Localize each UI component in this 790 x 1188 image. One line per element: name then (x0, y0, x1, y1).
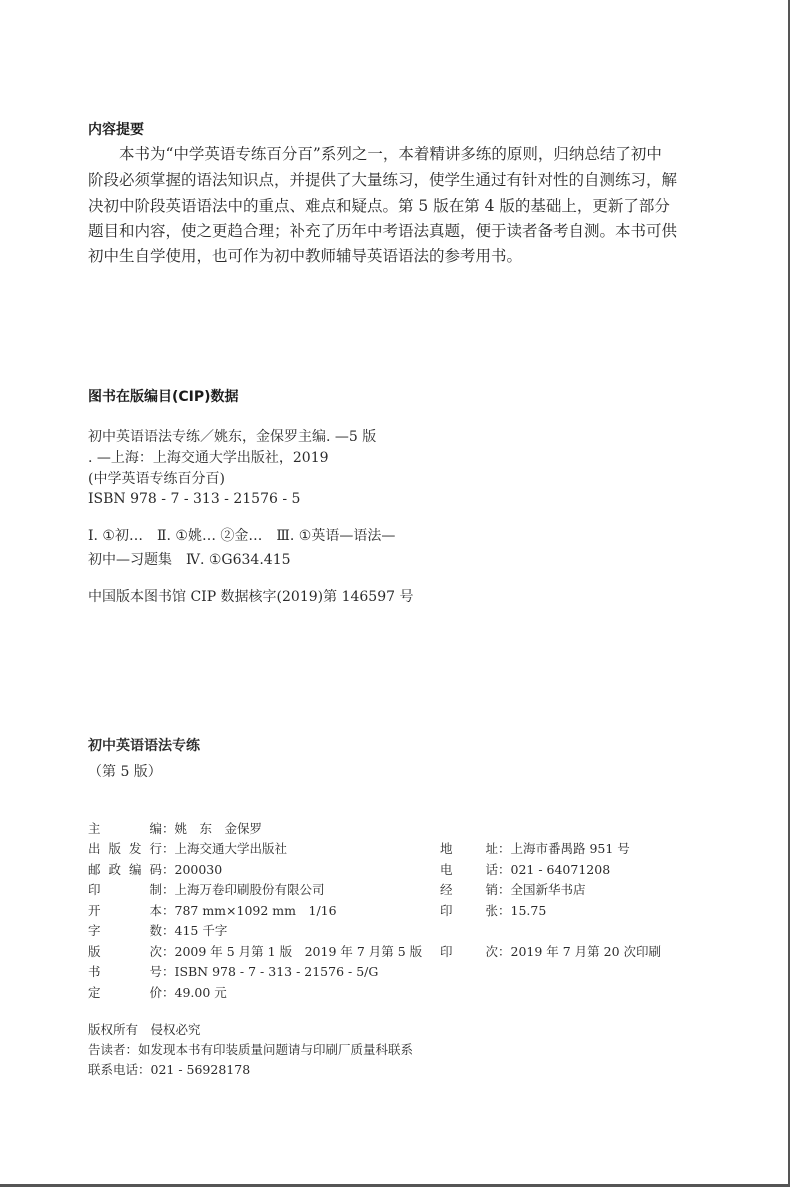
cip-heading: 图书在版编目(CIP)数据 (88, 389, 239, 405)
info-row: 开本：787 mm×1092 mm 1/16 (88, 903, 337, 918)
info-row-right: 印张：15.75 (440, 903, 547, 918)
cip-line: . —上海：上海交通大学出版社，2019 (88, 450, 329, 466)
cip-line: 初中—习题集 Ⅳ. ①G634.415 (88, 552, 291, 568)
summary-line: 题目和内容，使之更趋合理；补充了历年中考语法真题，便于读者备考自测。本书可供 (88, 222, 678, 240)
info-row: 版次：2009 年 5 月第 1 版 2019 年 7 月第 5 版 (88, 944, 423, 959)
book-title: 初中英语语法专练 (88, 738, 200, 754)
summary-line: 阶段必须掌握的语法知识点，并提供了大量练习，使学生通过有针对性的自测练习，解 (88, 171, 678, 189)
info-row: 邮政编码：200030 (88, 862, 223, 877)
info-row: 定价：49.00 元 (88, 985, 227, 1000)
cip-line: ISBN 978 - 7 - 313 - 21576 - 5 (88, 491, 301, 507)
summary-line: 本书为“中学英语专练百分百”系列之一，本着精讲多练的原则，归纳总结了初中 (88, 145, 662, 163)
info-row-right: 地址：上海市番禺路 951 号 (440, 841, 630, 856)
summary-line: 决初中阶段英语语法中的重点、难点和疑点。第 5 版在第 4 版的基础上，更新了部分 (88, 197, 670, 215)
info-row-right: 电话：021 - 64071208 (440, 862, 611, 877)
summary-heading: 内容提要 (88, 122, 144, 138)
cip-line: (中学英语专练百分百) (88, 471, 225, 487)
info-row: 出版发行：上海交通大学出版社 (88, 841, 288, 856)
cip-line: 初中英语语法专练／姚东，金保罗主编. —5 版 (88, 429, 377, 445)
reader-notice: 告读者：如发现本书有印装质量问题请与印刷厂质量科联系 (88, 1042, 414, 1057)
info-row: 字数：415 千字 (88, 923, 228, 938)
info-row: 书号：ISBN 978 - 7 - 313 - 21576 - 5/G (88, 964, 379, 979)
copyright-notice: 版权所有 侵权必究 (88, 1022, 201, 1037)
info-row-right: 经销：全国新华书店 (440, 882, 586, 897)
book-edition: （第 5 版） (88, 764, 162, 780)
info-row: 印制：上海万卷印刷股份有限公司 (88, 882, 325, 897)
cip-number: 中国版本图书馆 CIP 数据核字(2019)第 146597 号 (88, 589, 414, 605)
info-row: 主编：姚 东 金保罗 (88, 821, 263, 836)
summary-line: 初中生自学使用，也可作为初中教师辅导英语语法的参考用书。 (88, 247, 523, 265)
contact-phone: 联系电话：021 - 56928178 (88, 1062, 251, 1077)
info-row-right: 印次：2019 年 7 月第 20 次印刷 (440, 944, 662, 959)
cip-line: Ⅰ. ①初… Ⅱ. ①姚… ②金… Ⅲ. ①英语—语法— (88, 528, 396, 544)
